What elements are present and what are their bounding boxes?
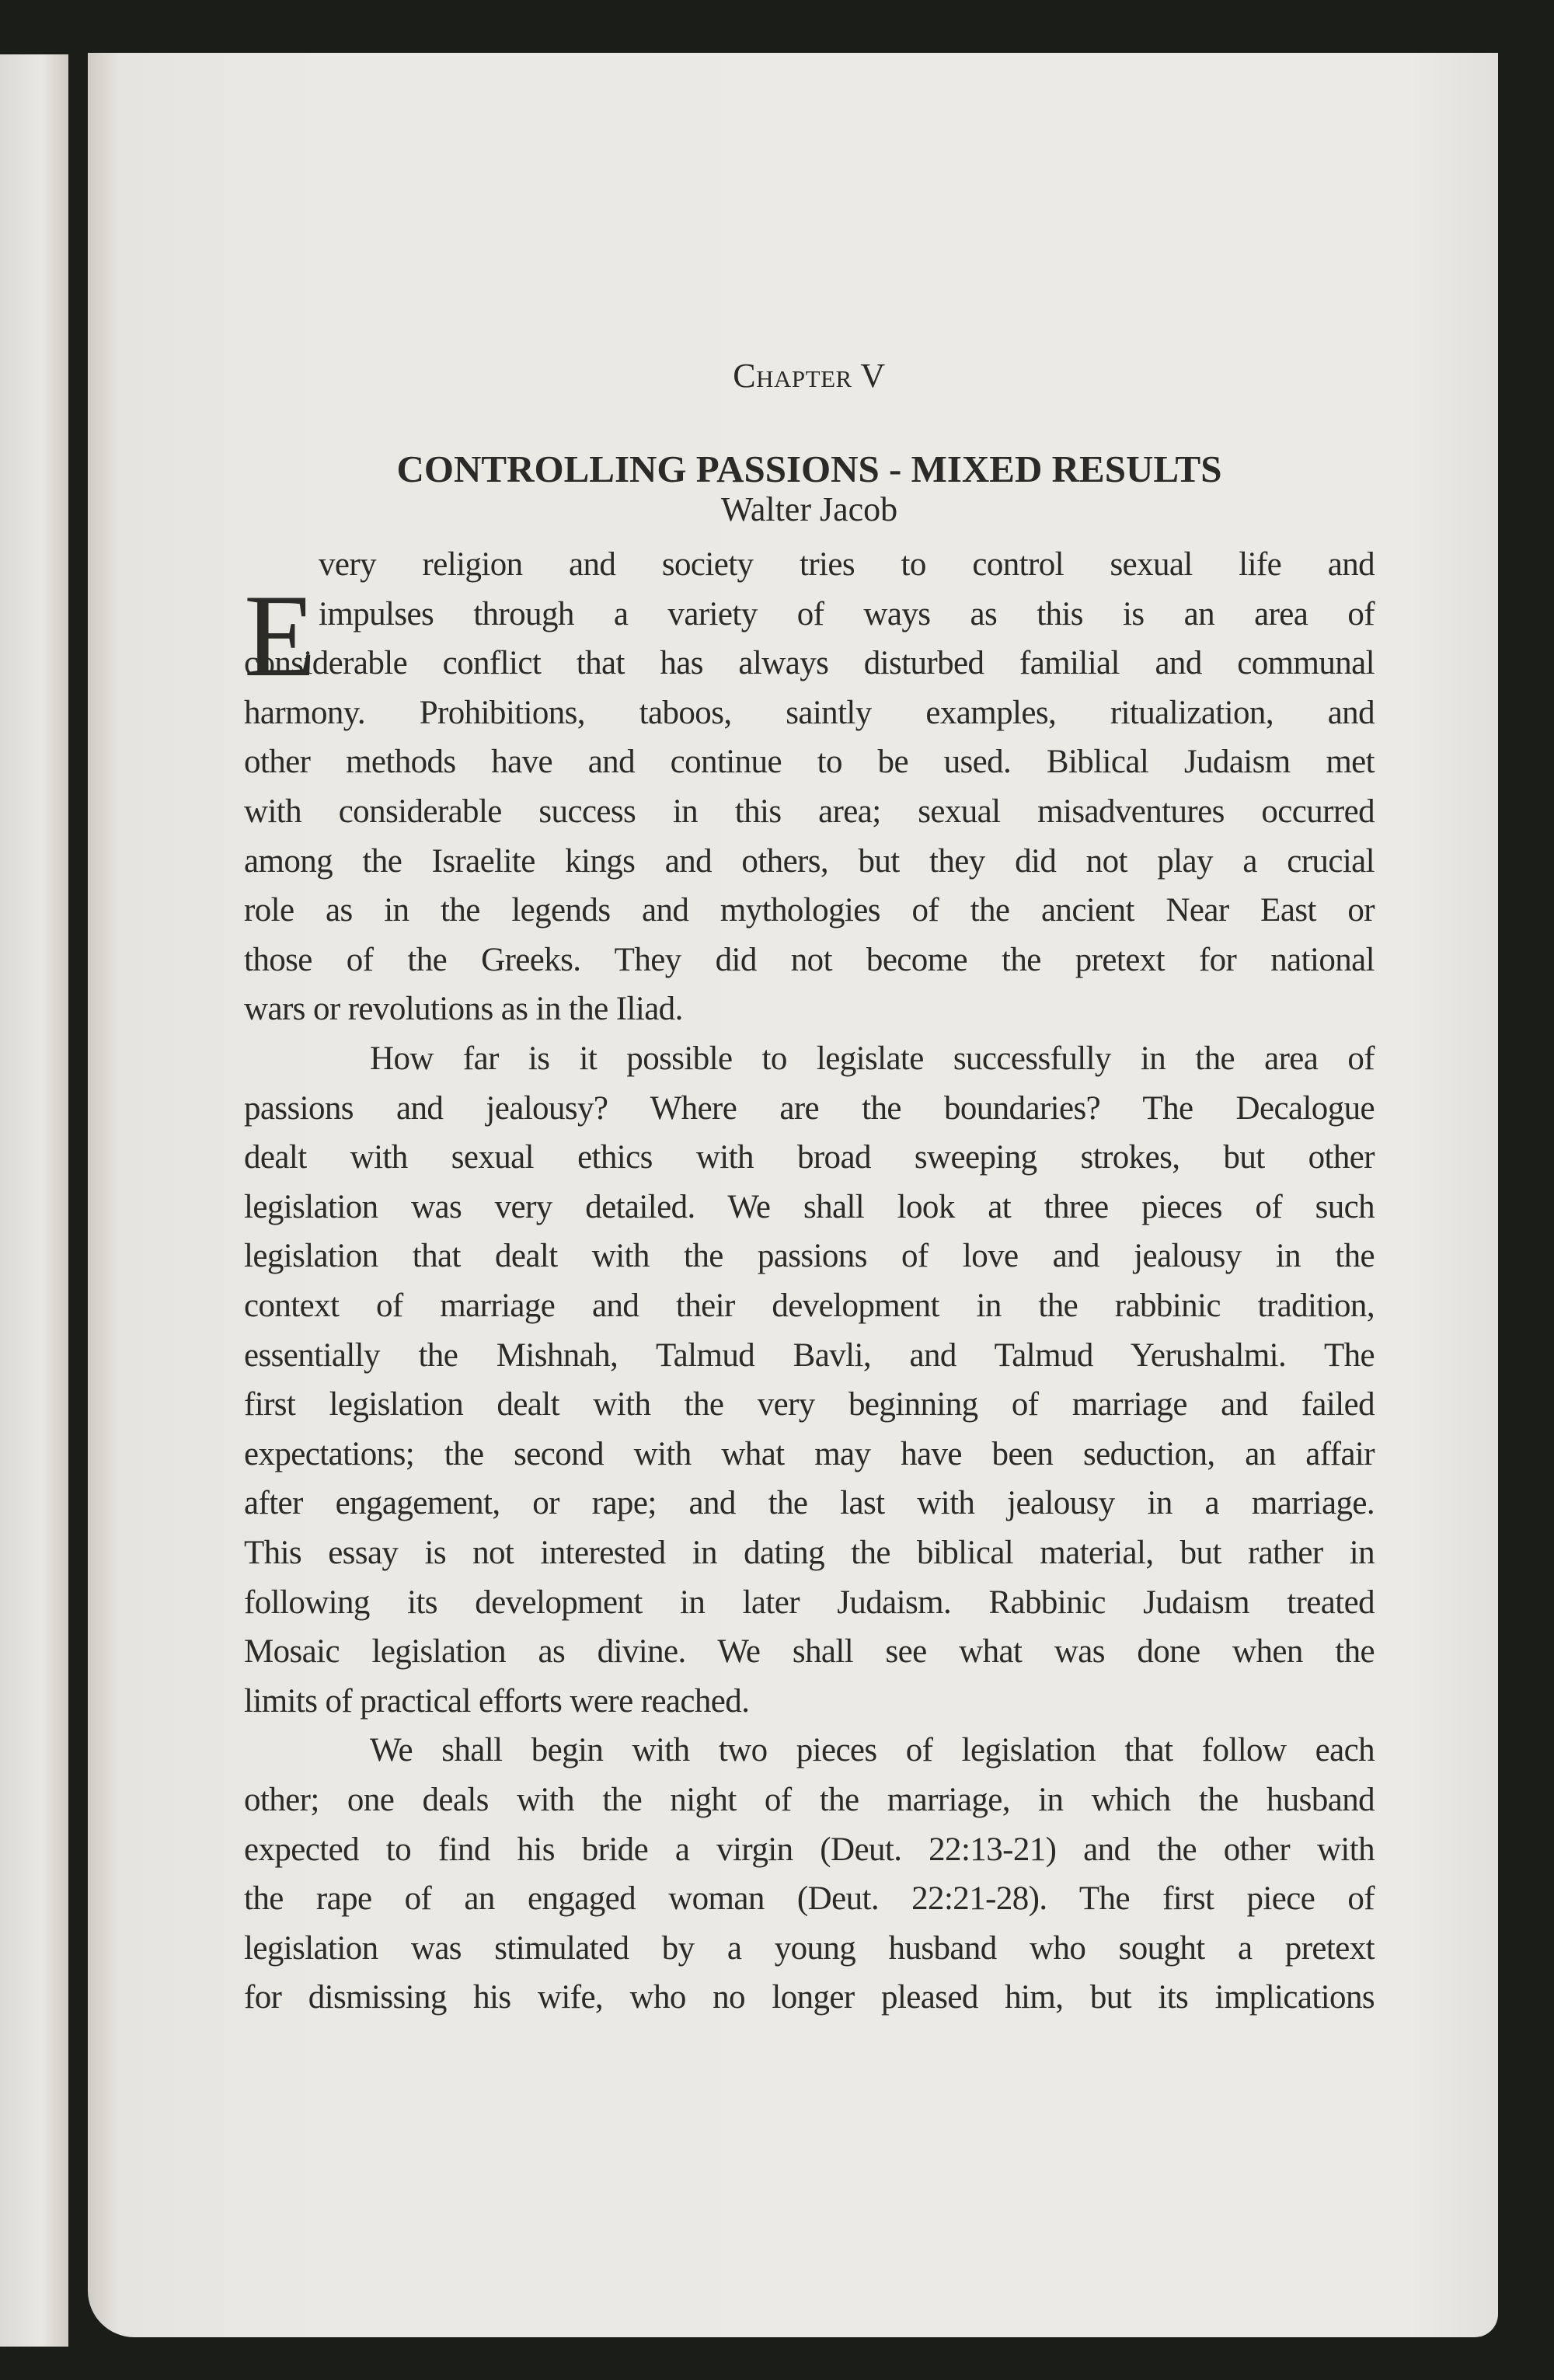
text-line: considerable conflict that has always disturbed familial and communal — [244, 645, 1375, 682]
text-line: impulses through a variety of ways as this is an area of — [319, 595, 1375, 632]
text-line: role as in the legends and mythologies of the ancient Near East or — [244, 892, 1375, 929]
text-line: essentially the Mishnah, Talmud Bavli, and Talmud Yerushalmi. The — [244, 1336, 1375, 1374]
text-line: other methods have and continue to be used. Biblical Judaism met — [244, 744, 1375, 781]
book-page — [88, 53, 1498, 2337]
text-line: passions and jealousy? Where are the boundaries? The Decalogue — [244, 1089, 1375, 1127]
text-line: limits of practical efforts were reached. — [244, 1682, 750, 1720]
author-name: Walter Jacob — [720, 490, 898, 528]
text-line: harmony. Prohibitions, taboos, saintly examples, ritualization, and — [244, 694, 1375, 731]
text-line: legislation that dealt with the passions of love and jealousy in the — [244, 1238, 1375, 1275]
text-line: wars or revolutions as in the Iliad. — [244, 991, 683, 1028]
text-line: first legislation dealt with the very beginning of marriage and failed — [244, 1386, 1375, 1423]
text-line: context of marriage and their development in the rabbinic tradition, — [244, 1288, 1375, 1324]
text-line: among the Israelite kings and others, but they did not play a crucial — [244, 842, 1375, 880]
text-line: We shall begin with two pieces of legislation that follow each — [370, 1732, 1375, 1769]
text-line: following its development in later Judaism. Rabbinic Judaism treated — [244, 1584, 1375, 1621]
text-line: Mosaic legislation as divine. We shall see what was done when the — [244, 1633, 1375, 1671]
text-line: expectations; the second with what may have been seduction, an affair — [244, 1435, 1375, 1472]
text-line: legislation was very detailed. We shall look at three pieces of such — [244, 1188, 1375, 1225]
text-line: expected to find his bride a virgin (Deut. 22:13-21) and the other with — [244, 1831, 1375, 1868]
drop-cap: E — [244, 570, 316, 701]
text-line: legislation was stimulated by a young husband who sought a pretext — [244, 1929, 1375, 1967]
text-line: This essay is not interested in dating the biblical material, but rather in — [244, 1535, 1375, 1571]
text-line: with considerable success in this area; sexual misadventures occurred — [244, 793, 1375, 830]
text-line: How far is it possible to legislate successfully in the area of — [370, 1040, 1375, 1077]
text-line: for dismissing his wife, who no longer pleased him, but its implications — [244, 1979, 1375, 2016]
text-line: very religion and society tries to control sexual life and — [319, 546, 1375, 583]
chapter-label: Chapter V — [733, 357, 886, 395]
text-line: after engagement, or rape; and the last with jealousy in a marriage. — [244, 1485, 1375, 1522]
text-line: the rape of an engaged woman (Deut. 22:21-28). The first piece of — [244, 1880, 1375, 1918]
text-line: other; one deals with the night of the marriage, in which the husband — [244, 1782, 1375, 1818]
previous-page-edge — [0, 54, 68, 2347]
text-line: those of the Greeks. They did not become the pretext for national — [244, 941, 1375, 978]
chapter-title: CONTROLLING PASSIONS - MIXED RESULTS — [396, 448, 1222, 490]
text-line: dealt with sexual ethics with broad sweeping strokes, but other — [244, 1139, 1375, 1176]
